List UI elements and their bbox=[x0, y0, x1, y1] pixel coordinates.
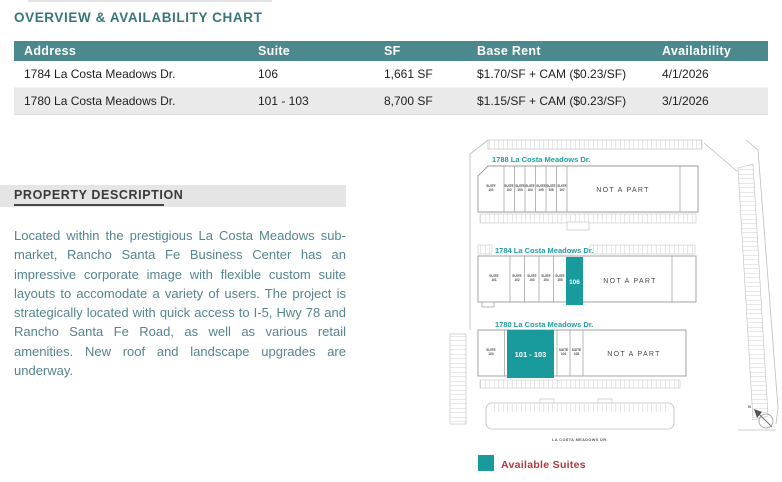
svg-text:SUITE101: SUITE 101 bbox=[486, 184, 496, 192]
building-1784 bbox=[478, 256, 696, 307]
col-header-availability: Availability bbox=[652, 41, 768, 61]
top-divider bbox=[28, 0, 272, 2]
table-header-row bbox=[14, 41, 768, 61]
parking-strip-top bbox=[488, 140, 702, 149]
svg-text:SUITE105: SUITE 105 bbox=[571, 348, 582, 356]
legend bbox=[478, 455, 586, 471]
available-suite-106-label: 106 bbox=[569, 279, 580, 286]
section-header-bar bbox=[0, 185, 346, 207]
svg-text:SUITE104: SUITE 104 bbox=[525, 184, 535, 192]
cell-address: 1784 La Costa Meadows Dr. bbox=[14, 61, 248, 88]
col-header-base-rent: Base Rent bbox=[467, 41, 652, 61]
svg-text:SUITE100: SUITE 100 bbox=[486, 348, 496, 356]
svg-text:SUITE105: SUITE 105 bbox=[555, 274, 565, 282]
svg-text:SUITE102: SUITE 102 bbox=[504, 184, 514, 192]
cell-availability: 3/1/2026 bbox=[652, 88, 768, 115]
building-1788 bbox=[478, 166, 698, 212]
not-a-part-label: NOT A PART bbox=[603, 278, 657, 285]
drive-notch-1788 bbox=[567, 222, 589, 230]
site-plan-map bbox=[440, 138, 782, 482]
walkway-1784-left bbox=[478, 245, 492, 254]
property-description: Located within the prestigious La Costa Meadows sub-market, Rancho Santa Fe Business Center has an impressive corporate image with flexible custom suite layouts to accomodate a variety of users. The project is strategically located with quick access to I-5, Hwy 78 and Rancho Santa Fe Road, as well as various retail amenities. New roof and landscape upgrades are underway. bbox=[14, 228, 346, 379]
svg-text:SUITE104: SUITE 104 bbox=[558, 348, 569, 356]
svg-text:SUITE105: SUITE 105 bbox=[536, 184, 546, 192]
cell-suite: 101 - 103 bbox=[248, 88, 374, 115]
parking-strip-right bbox=[738, 164, 768, 420]
svg-text:SUITE102: SUITE 102 bbox=[512, 274, 522, 282]
svg-text:SUITE104: SUITE 104 bbox=[541, 274, 551, 282]
legend-label: Available Suites bbox=[501, 459, 586, 471]
col-header-sf: SF bbox=[374, 41, 467, 61]
availability-table bbox=[14, 41, 768, 115]
legend-swatch bbox=[478, 455, 494, 471]
col-header-address: Address bbox=[14, 41, 248, 61]
building-1788-label: 1788 La Costa Meadows Dr. bbox=[492, 155, 591, 164]
walkway-1784-right bbox=[590, 245, 695, 254]
cell-sf: 8,700 SF bbox=[374, 88, 467, 115]
building-1780-label: 1780 La Costa Meadows Dr. bbox=[495, 320, 594, 329]
table-row bbox=[14, 61, 768, 88]
cell-base-rent: $1.15/SF + CAM ($0.23/SF) bbox=[467, 88, 652, 115]
parking-strip-left bbox=[450, 334, 466, 424]
not-a-part-label: NOT A PART bbox=[596, 187, 650, 194]
section-title-underline bbox=[14, 204, 164, 206]
cell-sf: 1,661 SF bbox=[374, 61, 467, 88]
svg-text:SUITE103: SUITE 103 bbox=[515, 184, 525, 192]
svg-text:SUITE106: SUITE 106 bbox=[546, 184, 556, 192]
building-1780 bbox=[478, 330, 686, 378]
site-plan bbox=[440, 138, 782, 482]
parking-lot-bottom bbox=[486, 399, 674, 429]
col-header-suite: Suite bbox=[248, 41, 374, 61]
cell-suite: 106 bbox=[248, 61, 374, 88]
not-a-part-label: NOT A PART bbox=[607, 351, 661, 358]
svg-text:SUITE107: SUITE 107 bbox=[557, 184, 567, 192]
walkway-1780 bbox=[480, 380, 680, 388]
street-label: LA COSTA MEADOWS DR. bbox=[552, 438, 608, 442]
section-title: PROPERTY DESCRIPTION bbox=[14, 188, 184, 202]
page-title: OVERVIEW & AVAILABILITY CHART bbox=[14, 10, 263, 25]
cell-base-rent: $1.70/SF + CAM ($0.23/SF) bbox=[467, 61, 652, 88]
available-suite-101-103-label: 101 - 103 bbox=[514, 350, 547, 359]
walkway-1788 bbox=[480, 214, 696, 223]
building-1784-label: 1784 La Costa Meadows Dr. bbox=[495, 246, 594, 255]
svg-text:SUITE101: SUITE 101 bbox=[489, 274, 499, 282]
svg-text:N: N bbox=[748, 404, 751, 409]
svg-text:SUITE103: SUITE 103 bbox=[527, 274, 537, 282]
cell-address: 1780 La Costa Meadows Dr. bbox=[14, 88, 248, 115]
cell-availability: 4/1/2026 bbox=[652, 61, 768, 88]
table-row bbox=[14, 88, 768, 115]
